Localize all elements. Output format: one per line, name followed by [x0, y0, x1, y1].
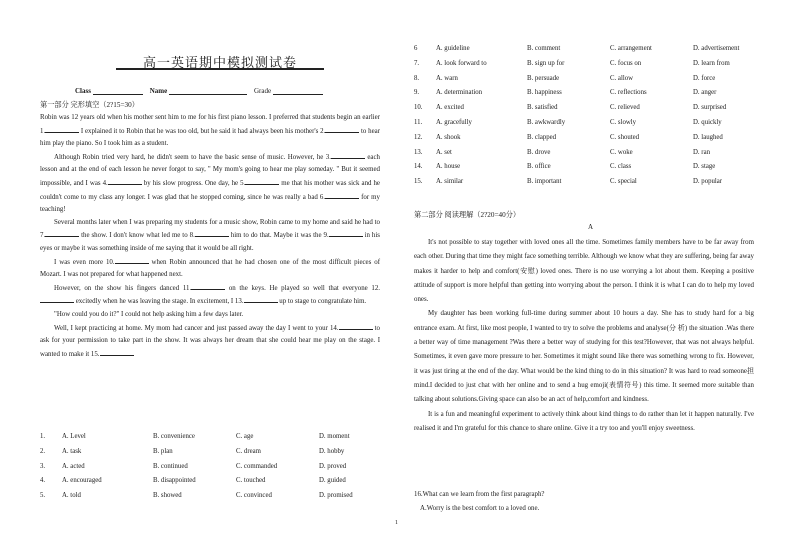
- question-number: 13.: [414, 148, 423, 156]
- answer-blank[interactable]: [325, 191, 359, 199]
- option-d[interactable]: D. quickly: [693, 118, 722, 126]
- option-d[interactable]: D. surprised: [693, 104, 727, 112]
- blank-number: 8.: [189, 232, 195, 240]
- option-row: [414, 149, 754, 164]
- option-a[interactable]: A. task: [62, 447, 82, 455]
- passage-paragraph: It is a fun and meaningful experiment to actively think about kind things to do rather than let it happen naturally. I've realised it and I'm grateful for this chance to share online. Give it a try too and you'll enjoy sweetness.: [414, 410, 754, 432]
- cloze-text: each lesson and at the end of each lesson he never forgot to say, " My mom's going to hear me play someday. " But it seemed impossible, and I was: [40, 153, 380, 187]
- option-row: [40, 477, 380, 492]
- cloze-text: when Robin announced that he had chosen one of the most difficult pieces of Mozart. I was not prepared for what happened next.: [40, 258, 380, 279]
- answer-blank[interactable]: [195, 229, 229, 237]
- option-b[interactable]: B. office: [527, 163, 551, 171]
- option-d[interactable]: D. moment: [319, 433, 350, 440]
- cloze-text: However, on the show his fingers danced: [54, 284, 183, 292]
- option-b[interactable]: B. drove: [527, 148, 551, 156]
- option-b[interactable]: B. disappointed: [153, 477, 196, 485]
- passage-paragraph: My daughter has been working full-time during summer about 10 hours a day. She has to study hard for a big entrance exam. At first, like most people, I wanted to try to solve the problems and analyse(分 析) the situation .Was there a better way of time management ?Was there a better way of studying for this test?However, that was not always helpful. Sometimes, it even gave more pressure to her. Sometimes it might sound like there was something wrong to fix. However, it was just tiring at the end of the day. What would be the kind thing to do in this situation? It was hard to read someone担 mind.I decided to just chat with her online and to send a hug emoji(表情符号) this time. It seemed more suitable than talking about solutions.Giving space can also be an act of help,comfort and kindness.: [414, 310, 754, 404]
- cloze-text: by his slow progress. One day, he: [141, 179, 241, 187]
- cloze-text: up to stage to congratulate him.: [277, 298, 367, 306]
- cloze-text: Robin was 12 years old when his mother sent him to me for his first piano lesson. I preferred that students begin an earlier: [40, 114, 380, 121]
- option-c[interactable]: C. dream: [236, 447, 261, 455]
- answer-blank[interactable]: [115, 256, 149, 264]
- option-b[interactable]: B. satisfied: [527, 104, 558, 112]
- option-a[interactable]: A. similar: [436, 178, 464, 186]
- option-a[interactable]: A. shook: [436, 133, 461, 141]
- option-b[interactable]: B. plan: [153, 447, 173, 455]
- answer-blank[interactable]: [325, 125, 359, 133]
- answer-blank[interactable]: [40, 295, 74, 303]
- option-c[interactable]: C. relieved: [610, 104, 640, 112]
- question-number: 14.: [414, 163, 423, 171]
- reading-passage: [414, 236, 754, 436]
- question-number: 1.: [40, 433, 46, 440]
- cloze-passage: [40, 112, 380, 361]
- answer-blank[interactable]: [108, 177, 142, 185]
- option-c[interactable]: C. woke: [610, 148, 633, 156]
- question-number: 6: [414, 45, 418, 52]
- question-number: 15.: [414, 178, 423, 186]
- blank-number: 7.: [40, 232, 46, 240]
- option-b[interactable]: B. important: [527, 178, 562, 186]
- option-c[interactable]: C. arrangement: [610, 45, 652, 52]
- cloze-paragraph: [40, 112, 380, 151]
- option-row: [414, 163, 754, 178]
- question-number: 9.: [414, 89, 420, 97]
- question-number: 4.: [40, 477, 46, 485]
- answer-blank[interactable]: [329, 229, 363, 237]
- question-number: 5.: [40, 492, 46, 500]
- option-b[interactable]: B. convenience: [153, 433, 195, 440]
- cloze-options-left: [40, 433, 380, 507]
- option-d[interactable]: D. stage: [693, 163, 716, 171]
- option-d[interactable]: D. ran: [693, 148, 710, 156]
- option-row: [414, 134, 754, 149]
- option-d[interactable]: D. hobby: [319, 447, 345, 455]
- cloze-paragraph: [40, 151, 380, 217]
- option-a[interactable]: A. told: [62, 492, 81, 500]
- option-d[interactable]: D. proved: [319, 462, 347, 470]
- question-16-option-a[interactable]: A.Worry is the best comfort to a loved one.: [420, 505, 540, 512]
- blank-number: 1.: [40, 127, 46, 135]
- option-a[interactable]: A. encouraged: [62, 477, 102, 485]
- class-field[interactable]: [93, 86, 143, 95]
- blank-number: 14.: [329, 324, 339, 332]
- title-underline: [116, 68, 324, 70]
- option-d[interactable]: D. promised: [319, 492, 353, 500]
- option-a[interactable]: A. guideline: [436, 45, 470, 52]
- cloze-text: I was even more: [54, 258, 106, 266]
- grade-label: Grade: [253, 87, 272, 95]
- passage-paragraph: It's not possible to stay together with loved ones all the time. Sometimes family members have to be far away from each other. During that time they might face something terrible. Although we know what they are suffering, being far away makes it harder to help and comfort(安慰) loved ones. There is no use worrying a lot about them. Keeping a positive attitude of support is more helpful than getting into worrying about the person. I think it is what I can do to help my loved ones.: [414, 239, 754, 304]
- answer-blank[interactable]: [191, 282, 225, 290]
- option-a[interactable]: A. house: [436, 163, 461, 171]
- grade-field[interactable]: [273, 86, 323, 95]
- cloze-text: excitedly when he was leaving the stage. In excitement, I: [74, 298, 235, 306]
- cloze-text: him to do that. Maybe it was the: [228, 232, 324, 240]
- option-a[interactable]: A. Level: [62, 433, 86, 440]
- page-number: 1: [395, 520, 398, 526]
- option-a[interactable]: A. gracefully: [436, 118, 472, 126]
- option-b[interactable]: B. continued: [153, 462, 188, 470]
- option-row: [414, 178, 754, 193]
- answer-blank[interactable]: [244, 295, 278, 303]
- option-a[interactable]: A. set: [436, 148, 452, 156]
- question-number: 10.: [414, 104, 423, 112]
- option-c[interactable]: C. allow: [610, 74, 634, 82]
- blank-number: 10.: [105, 258, 115, 266]
- option-row: [414, 119, 754, 134]
- cloze-text: to hear him play the piano. So I took him as a student.: [40, 127, 380, 148]
- part1-heading: 第一部分 完形填空（2?15=30）: [40, 101, 139, 109]
- option-d[interactable]: D. advertisement: [693, 45, 740, 52]
- option-row: [414, 45, 754, 60]
- cloze-text: Well, I kept practicing at home. My mom had cancer and just passed away the day I went to your: [54, 324, 330, 332]
- option-c[interactable]: C. shouted: [610, 133, 640, 141]
- option-c[interactable]: C. class: [610, 163, 632, 171]
- option-a[interactable]: A. determination: [436, 89, 483, 97]
- blank-number: 5.: [240, 179, 246, 187]
- answer-blank[interactable]: [100, 348, 134, 356]
- cloze-paragraph: [40, 217, 380, 256]
- option-c[interactable]: C. special: [610, 178, 637, 186]
- option-d[interactable]: D. force: [693, 74, 716, 82]
- option-a[interactable]: A. acted: [62, 462, 85, 470]
- question-number: 11.: [414, 118, 423, 126]
- cloze-paragraph: [40, 309, 380, 322]
- cloze-paragraph: [40, 256, 380, 282]
- cloze-options-right: [414, 45, 754, 193]
- option-b[interactable]: B. clapped: [527, 133, 557, 141]
- option-c[interactable]: C. slowly: [610, 118, 637, 126]
- option-c[interactable]: C. commanded: [236, 462, 278, 470]
- cloze-text: Several months later when I was preparing my students for a music show, Robin came to my home and said he had to: [54, 218, 380, 226]
- question-number: 3.: [40, 462, 46, 470]
- cloze-text: for my teaching!: [40, 193, 380, 214]
- option-c[interactable]: C. reflections: [610, 89, 647, 97]
- option-row: [40, 448, 380, 463]
- blank-number: 12.: [371, 284, 380, 292]
- option-c[interactable]: C. touched: [236, 477, 266, 485]
- option-b[interactable]: B. awkwardly: [527, 118, 566, 126]
- option-d[interactable]: D. learn from: [693, 59, 730, 67]
- blank-number: 6.: [319, 193, 326, 201]
- option-d[interactable]: D. anger: [693, 89, 717, 97]
- blank-number: 15.: [90, 350, 100, 358]
- answer-blank[interactable]: [245, 177, 279, 185]
- option-row: [40, 463, 380, 478]
- part2-heading: 第二部分 阅读理解（2?20=40分）: [414, 211, 521, 219]
- option-row: [414, 60, 754, 75]
- blank-number: 9.: [323, 232, 329, 240]
- option-row: [414, 104, 754, 119]
- option-row: [414, 89, 754, 104]
- answer-blank[interactable]: [339, 322, 373, 330]
- option-a[interactable]: A. look forward to: [436, 59, 487, 67]
- blank-number: 4.: [102, 179, 108, 187]
- option-d[interactable]: D. popular: [693, 178, 723, 186]
- cloze-text: I explained it to Robin that he was too old, but he said it had always been his mother's: [79, 127, 321, 135]
- option-b[interactable]: B. sign up for: [527, 59, 565, 67]
- cloze-text: in his eyes or maybe it was something inside of me saying that it would be all right.: [40, 232, 380, 252]
- question-16: 16.What can we learn from the first paragraph?: [414, 491, 545, 498]
- option-c[interactable]: C. convinced: [236, 492, 272, 500]
- passage-label: A: [588, 223, 594, 231]
- cloze-text: the show. I don't know what led me to: [79, 232, 190, 240]
- cloze-paragraph: [40, 282, 380, 309]
- option-a[interactable]: A. excited: [436, 104, 464, 112]
- option-b[interactable]: B. happiness: [527, 89, 562, 97]
- class-label: Class: [75, 87, 91, 95]
- option-row: [40, 433, 380, 448]
- cloze-text: on the keys. He played so well that everyone: [225, 284, 372, 292]
- cloze-text: "How could you do it?" I could not help asking him a few days later.: [54, 310, 244, 318]
- name-field[interactable]: [169, 86, 247, 95]
- question-number: 7.: [414, 59, 420, 67]
- option-b[interactable]: B. comment: [527, 45, 561, 52]
- name-label: Name: [149, 87, 168, 95]
- option-c[interactable]: C. age: [236, 433, 254, 440]
- option-row: [40, 492, 380, 507]
- question-number: 8.: [414, 74, 420, 82]
- answer-blank[interactable]: [331, 151, 365, 159]
- option-row: [414, 75, 754, 90]
- option-c[interactable]: C. focus on: [610, 59, 642, 67]
- blank-number: 2.: [320, 127, 326, 135]
- question-number: 12.: [414, 133, 423, 141]
- blank-number: 3.: [325, 153, 331, 161]
- blank-number: 11.: [182, 284, 192, 292]
- option-b[interactable]: B. persuade: [527, 74, 560, 82]
- option-d[interactable]: D. guided: [319, 477, 346, 485]
- blank-number: 13.: [234, 298, 244, 306]
- option-d[interactable]: D. laughed: [693, 133, 723, 141]
- cloze-text: me that his mother was sick and he couldn't come to my class any longer. I was glad that he stopped coming, since he was really a bad: [40, 179, 380, 201]
- cloze-text: Although Robin tried very hard, he didn't seem to have the basic sense of music. However, he: [54, 153, 326, 161]
- cloze-text: to ask for your permission to take part in the show. It was always her dream that she could hear me play on the stage. I wanted to make it: [40, 324, 380, 358]
- answer-blank[interactable]: [45, 125, 79, 133]
- answer-blank[interactable]: [45, 229, 79, 237]
- option-b[interactable]: B. showed: [153, 492, 182, 500]
- cloze-paragraph: [40, 322, 380, 362]
- question-number: 2.: [40, 447, 46, 455]
- student-info-line: [75, 86, 323, 95]
- page-title: 高一英语期中模拟测试卷: [142, 55, 297, 70]
- option-a[interactable]: A. warn: [436, 74, 458, 82]
